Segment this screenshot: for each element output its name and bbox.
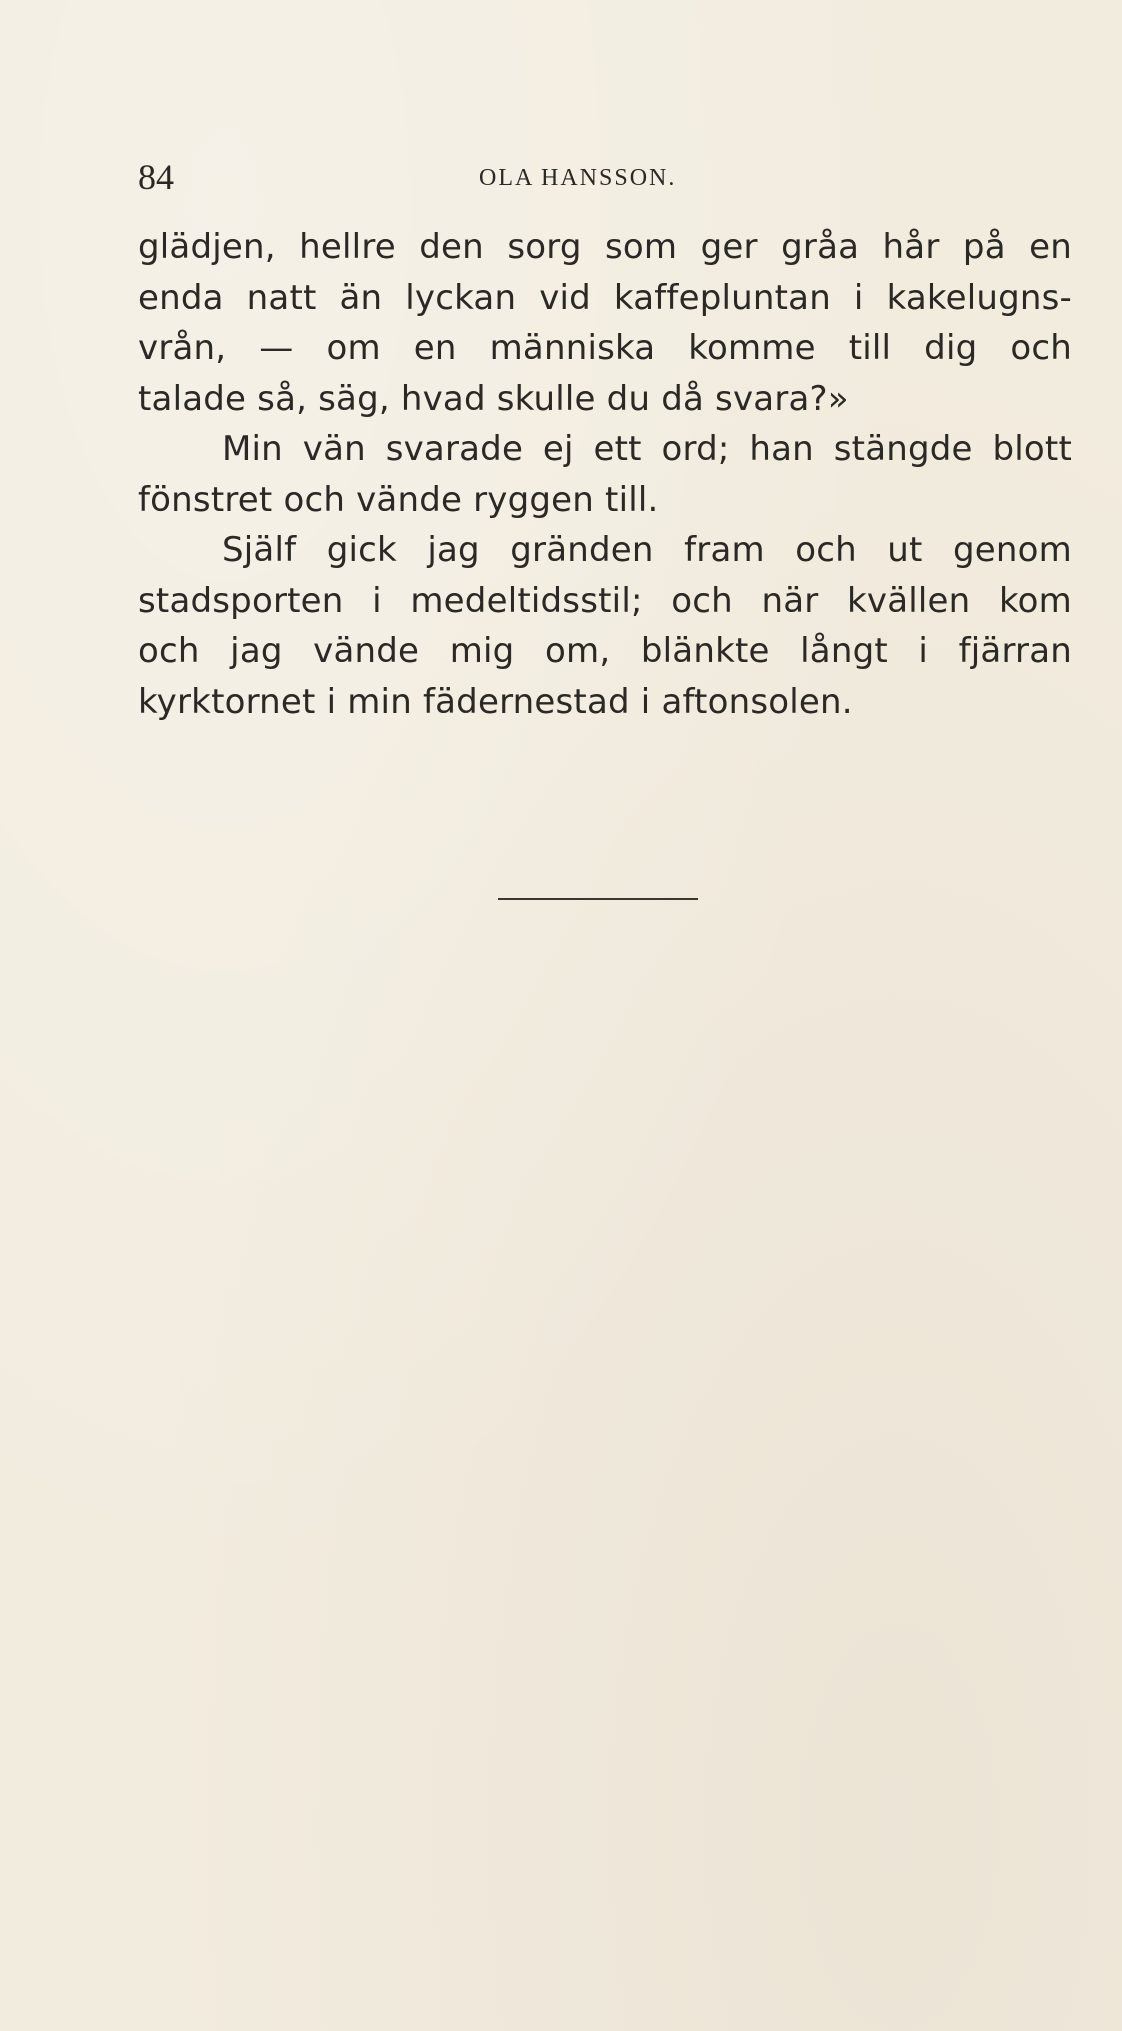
text-line: vrån, — om en människa komme till dig och (138, 328, 1072, 368)
page-number: 84 (138, 157, 174, 197)
text-line: Själf gick jag gränden fram och ut genom (222, 530, 1072, 570)
running-title: OLA HANSSON. (479, 165, 677, 191)
text-line: kyrktornet i min fädernestad i aftonsolen. (138, 681, 853, 722)
section-end-rule (498, 898, 698, 900)
text-line: fönstret och vände ryggen till. (138, 479, 659, 520)
running-head (138, 155, 1072, 199)
text-line: stadsporten i medeltidsstil; och när kvällen kom (138, 580, 1072, 621)
text-line: talade så, säg, hvad skulle du då svara?» (138, 378, 849, 419)
text-line: och jag vände mig om, blänkte långt i fjärran (138, 631, 1072, 671)
text-line: glädjen, hellre den sorg som ger gråa hår på en (138, 227, 1072, 267)
body-text (138, 222, 1072, 727)
text-line: Min vän svarade ej ett ord; han stängde blott (222, 429, 1072, 469)
text-line: enda natt än lyckan vid kaffepluntan i kakelugns- (138, 277, 1072, 318)
